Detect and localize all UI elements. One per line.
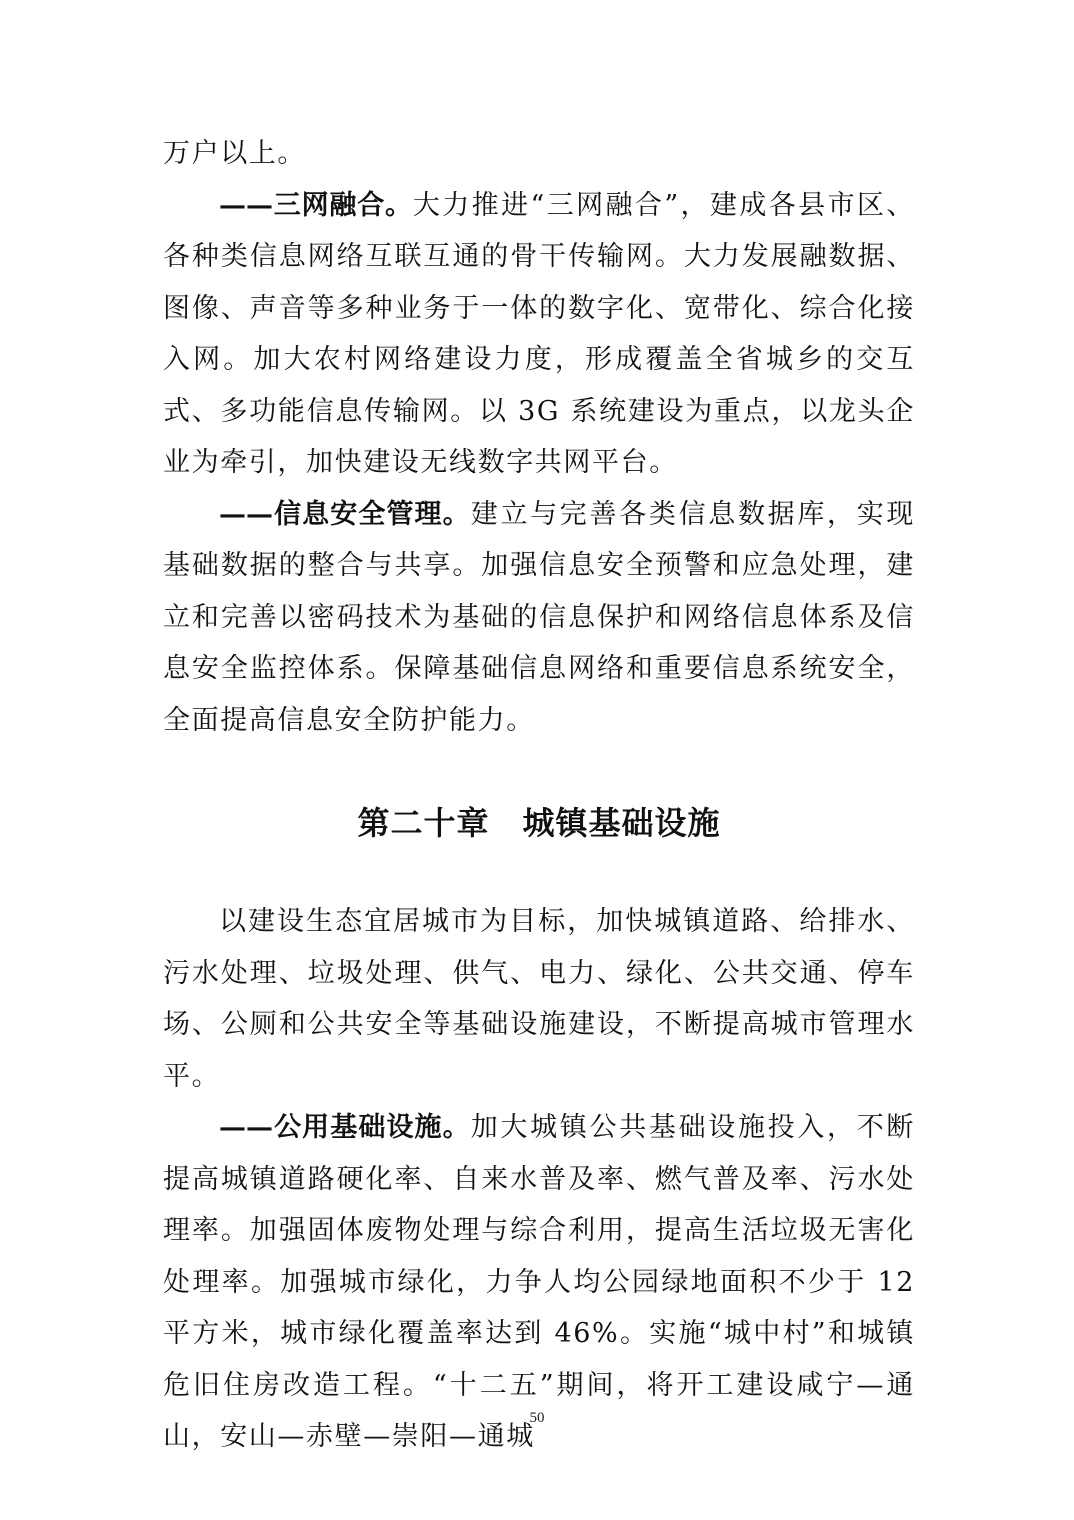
paragraph-public-infrastructure xyxy=(163,1102,915,1463)
paragraph-continuation xyxy=(163,128,915,180)
paragraph-text: 万户以上。 xyxy=(163,138,306,169)
paragraph-lead-heading: ——信息安全管理。 xyxy=(219,498,471,530)
paragraph-text: 建立与完善各类信息数据库，实现基础数据的整合与共享。加强信息安全预警和应急处理，建立和完善以密码技术为基础的信息保护和网络信息体系及信息安全监控体系。保障基础信息网络和重要信息系统安全，全面提高信息安全防护能力。 xyxy=(163,498,916,736)
paragraph-text: 加大城镇公共基础设施投入，不断提高城镇道路硬化率、自来水普及率、燃气普及率、污水处理率。加强固体废物处理与综合利用，提高生活垃圾无害化处理率。加强城市绿化，力争人均公园绿地面积不少于 12 平方米，城市绿化覆盖率达到 46%。实施“城中村”和城镇危旧住房改造工程。“十二五”期间，将开工建设咸宁—通山，安山—赤壁—崇阳—通城 xyxy=(163,1112,916,1452)
paragraph-lead-heading: ——公用基础设施。 xyxy=(219,1112,471,1143)
paragraph-chapter-intro xyxy=(163,896,915,1102)
paragraph-three-network-convergence xyxy=(163,180,915,489)
document-body xyxy=(163,128,915,1463)
page-number: 50 xyxy=(529,1410,545,1426)
paragraph-lead-heading: ——三网融合。 xyxy=(219,189,413,221)
chapter-title: 第二十章 城镇基础设施 xyxy=(357,804,721,842)
paragraph-text: 以建设生态宜居城市为目标，加快城镇道路、给排水、污水处理、垃圾处理、供气、电力、绿化、公共交通、停车场、公厕和公共安全等基础设施建设，不断提高城市管理水平。 xyxy=(163,906,915,1092)
paragraph-information-security xyxy=(163,489,915,747)
paragraph-text: 大力推进“三网融合”，建成各县市区、各种类信息网络互联互通的骨干传输网。大力发展融数据、图像、声音等多种业务于一体的数字化、宽带化、综合化接入网。加大农村网络建设力度，形成覆盖全省城乡的交互式、多功能信息传输网。以 3G 系统建设为重点，以龙头企业为牵引，加快建设无线数字共网平台。 xyxy=(163,189,916,478)
